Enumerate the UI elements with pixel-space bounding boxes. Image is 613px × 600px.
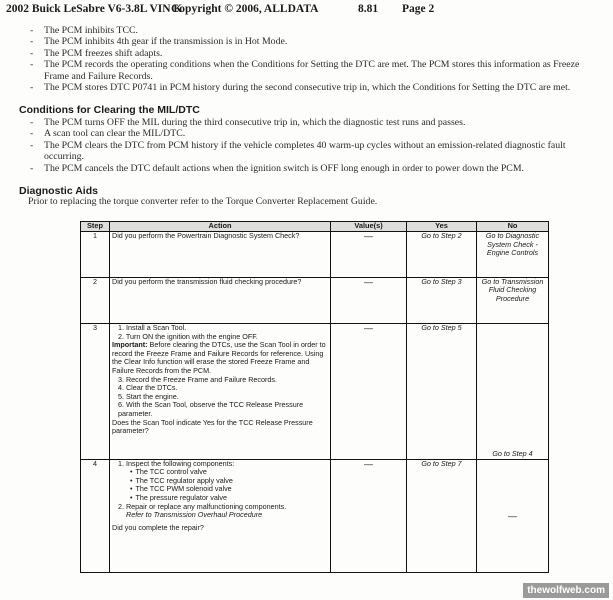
- step-action: [110, 459, 331, 572]
- step-value: —: [331, 324, 407, 460]
- header-step: Step: [81, 222, 110, 232]
- yes-link[interactable]: Go to Step 7: [407, 459, 477, 572]
- table-row: [81, 459, 549, 572]
- step-number: 1: [81, 232, 110, 278]
- header-yes: Yes: [407, 222, 477, 232]
- action-item: 5. Start the engine.: [118, 391, 179, 401]
- table-header-row: [81, 222, 549, 232]
- list-item: - A scan tool can clear the MIL/DTC.: [30, 128, 605, 139]
- no-link[interactable]: Go to Step 4: [477, 324, 549, 460]
- action-item: 2. Turn ON the ignition with the engine OFF.: [118, 331, 258, 341]
- list-item: - The PCM clears the DTC from PCM history if the vehicle completes 40 warm-up cycles without an emission-related diagnostic fault occurring.: [30, 140, 605, 163]
- yes-link[interactable]: Go to Step 5: [407, 324, 477, 460]
- header-no: No: [477, 222, 549, 232]
- no-value: —: [477, 459, 549, 572]
- step-number: 4: [81, 459, 110, 572]
- step-number: 2: [81, 277, 110, 324]
- step-question: Did you complete the repair?: [112, 522, 204, 532]
- diagnostic-aids-intro: Prior to replacing the torque converter refer to the Torque Converter Replacement Guide.: [28, 196, 378, 207]
- important-text: Before clearing the DTCs, use the Scan Tool in order to record the Freeze Frame and Failure Records for reference. Using the Clear Info function will erase the stored Freeze Frame and Failure Records from the PCM.: [112, 340, 326, 376]
- yes-link[interactable]: Go to Step 3: [407, 277, 477, 324]
- step-action: Did you perform the transmission fluid checking procedure?: [110, 277, 331, 324]
- step-value: —: [331, 232, 407, 278]
- document-title: 2002 Buick LeSabre V6-3.8L VIN K: [6, 3, 183, 15]
- diagnostic-table: [80, 221, 549, 573]
- no-link[interactable]: Go to Diagnostic System Check - Engine Controls: [477, 232, 549, 278]
- watermark: thewolfweb.com: [523, 583, 609, 598]
- list-item: - The PCM inhibits TCC.: [30, 25, 605, 36]
- action-item: 1. Install a Scan Tool.: [118, 323, 187, 333]
- list-item: - The PCM records the operating conditions when the Conditions for Setting the DTC are met. The PCM stores this information as Freeze Frame and Failure Records.: [30, 59, 605, 82]
- component-item: • The TCC PWM solenoid valve: [112, 485, 328, 494]
- clearing-conditions-list: [30, 117, 605, 174]
- header-action: Action: [110, 222, 331, 232]
- page-header: [6, 3, 606, 15]
- table-row: [81, 277, 549, 324]
- page-number: Page 2: [402, 3, 435, 15]
- no-link[interactable]: Go to Transmission Fluid Checking Procedure: [477, 277, 549, 324]
- table-row: [81, 324, 549, 460]
- step-action: [110, 324, 331, 460]
- action-item: 4. Clear the DTCs.: [118, 383, 178, 393]
- list-item: - The PCM freezes shift adapts.: [30, 48, 605, 59]
- component-item: • The TCC control valve: [112, 468, 328, 477]
- important-label: Important:: [112, 340, 148, 350]
- table-row: [81, 232, 549, 278]
- list-item: - The PCM turns OFF the MIL during the third consecutive trip in, which the diagnostic test runs and passes.: [30, 117, 605, 128]
- step-question: Does the Scan Tool indicate Yes for the TCC Release Pressure parameter?: [112, 417, 313, 436]
- important-note: [112, 341, 328, 375]
- list-item: - The PCM cancels the DTC default actions when the ignition switch is OFF long enough in order to power down the PCM.: [30, 163, 605, 174]
- component-item: • The TCC regulator apply valve: [112, 477, 328, 486]
- component-item: • The pressure regulator valve: [112, 494, 328, 503]
- clearing-conditions-heading: Conditions for Clearing the MIL/DTC: [19, 104, 200, 116]
- header-values: Value(s): [331, 222, 407, 232]
- copyright: Copyright © 2006, ALLDATA: [171, 3, 319, 15]
- yes-link[interactable]: Go to Step 2: [407, 232, 477, 278]
- diagnostic-aids-heading: Diagnostic Aids: [19, 185, 98, 197]
- step-number: 3: [81, 324, 110, 460]
- list-item: - The PCM inhibits 4th gear if the transmission is in Hot Mode.: [30, 36, 605, 47]
- version: 8.81: [358, 3, 379, 15]
- list-item: - The PCM stores DTC P0741 in PCM history during the second consecutive trip in, which the Conditions for Setting the DTC are met.: [30, 82, 605, 93]
- step-action: Did you perform the Powertrain Diagnostic System Check?: [110, 232, 331, 278]
- step-value: —: [331, 459, 407, 572]
- action-item: 1. Inspect the following components:: [118, 458, 235, 468]
- default-actions-list: [30, 25, 605, 93]
- overhaul-reference-link[interactable]: Refer to Transmission Overhaul Procedure: [126, 510, 263, 520]
- step-value: —: [331, 277, 407, 324]
- action-item: 3. Record the Freeze Frame and Failure Records.: [118, 374, 277, 384]
- action-item: 2. Repair or replace any malfunctioning components.: [118, 501, 287, 511]
- action-item: 6. With the Scan Tool, observe the TCC Release Pressure parameter.: [118, 400, 304, 418]
